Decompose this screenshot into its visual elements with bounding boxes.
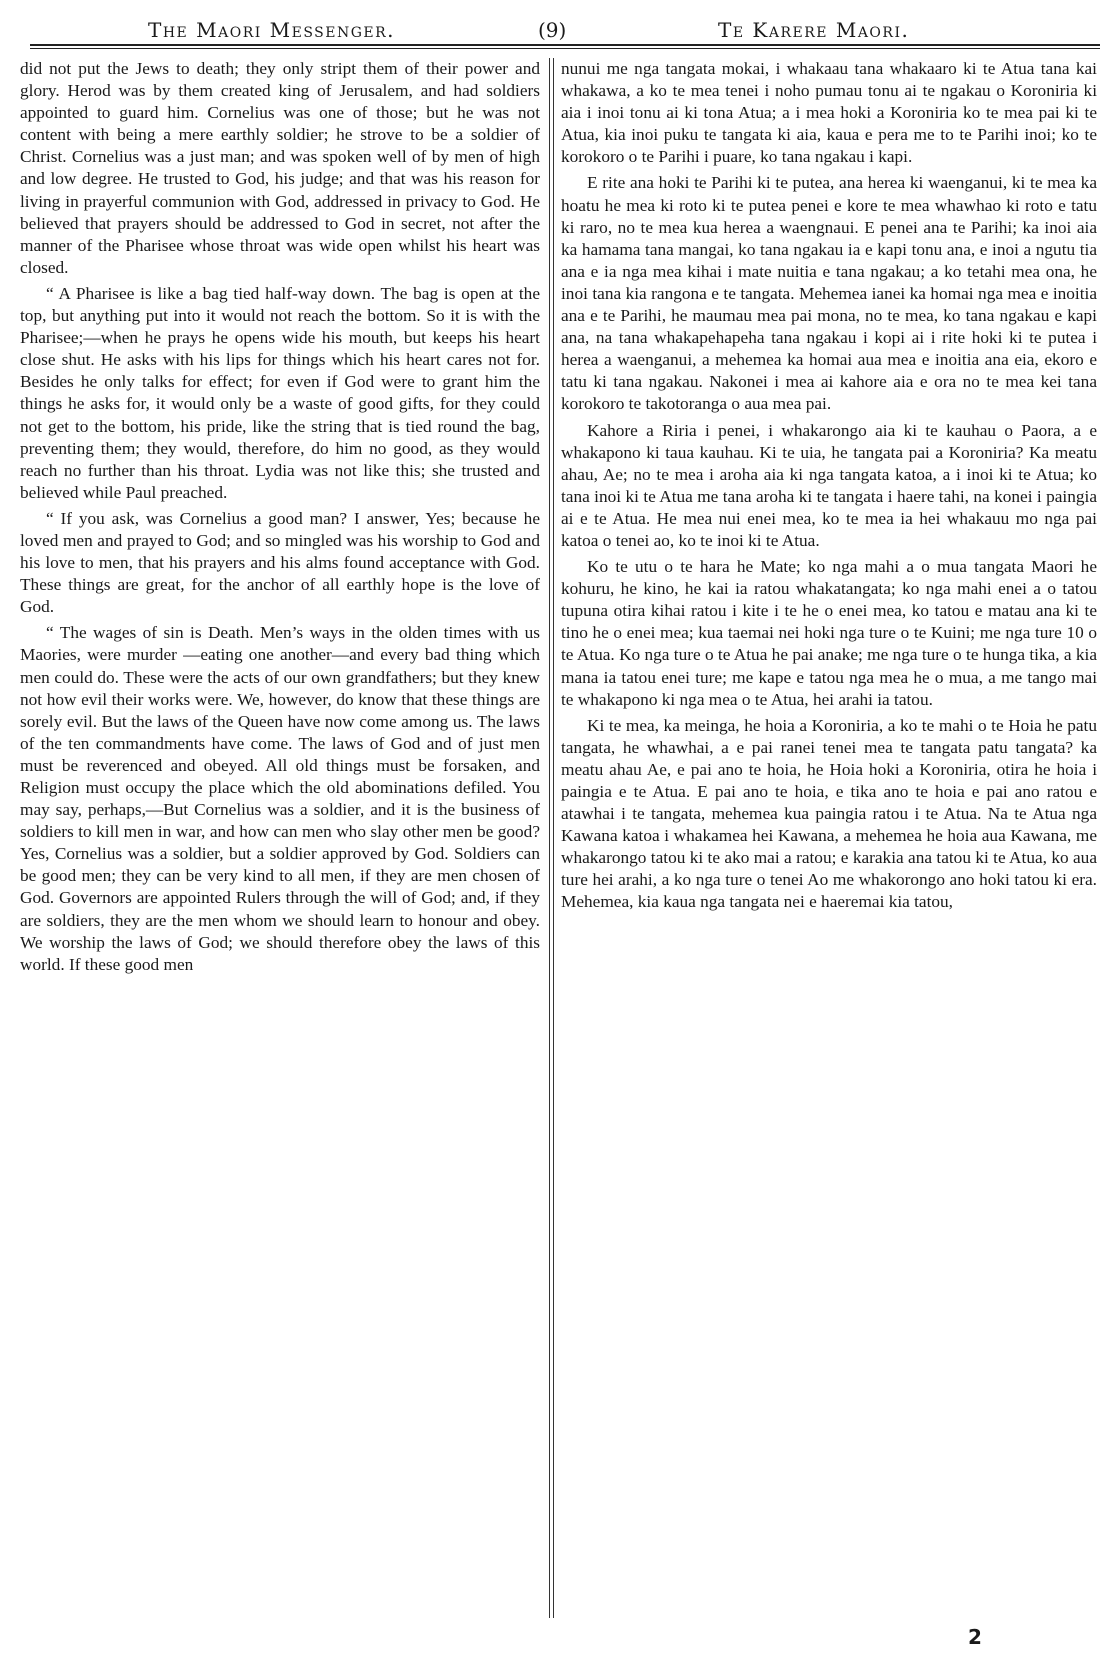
maori-paragraph-3: Kahore a Riria i penei, i whakarongo aia ki te kauhau o Paora, a e whakapono ki taua kauhau. Ki te uia, he tangata pai a Koroniria? Ka meatu ahau, Ae; no te mea i aroha aia ki nga tangata katoa, a i inoi ki te Atua; ko tana inoi ki te Atua me tana aroha ki te tangata i haere tahi, na konei i paingia ai e te Atua. He mea nui enei mea, ko te mea ia hei whakauu mo nga pai katoa o tenei ao, ko te inoi ki te Atua. (561, 420, 1097, 550)
maori-masthead: Te Karere Maori. (718, 18, 910, 42)
english-paragraph-4: “ The wages of sin is Death. Men’s ways in the olden times with us Maories, were murder —eating one another—and every bad thing which men could do. These were the acts of our own grandfathers; but they knew not how evil their works were. We, however, do know that these things are sorely evil. But the laws of the Queen have now come among us. The laws of the ten commandments have come. The laws of God and of just men must be reverenced and obeyed. All old things must be forsaken, and Religion must occupy the place which the old abominations defiled. You may say, perhaps,—But Cornelius was a soldier, and it is the business of soldiers to kill men in war, and how can men who slay other men be good? Yes, Cornelius was a soldier, but a soldier approved by God. Soldiers can be good men; they can be very kind to all men, if they are men chosen of God. Governors are appointed Rulers through the will of God; and, if they are soldiers, they are the men whom we should learn to honour and obey. We worship the laws of God; we should therefore obey the laws of this world. If these good men (20, 623, 540, 974)
column-divider-right (553, 58, 554, 1618)
english-column (20, 58, 540, 1618)
header-rule-thick (30, 44, 1100, 46)
maori-paragraph-1: nunui me nga tangata mokai, i whakaau tana whakaaro ki te Atua tana kai whakawa, a ko te mea tenei i noho pumau tonu ai te ngakau o Koroniria ki aia i inoi tonu ai ki tona Atua; a i mea hoki a Koroniria ko te mea pai ki te Atua, kia inoi puku te tangata ki aia, kaua e pera me to te Parihi inoi; ko te korokoro o te Parihi i puare, ko tana ngakau i kapi. (561, 59, 1097, 167)
header-rule-thin (30, 48, 1100, 49)
english-paragraph-2: “ A Pharisee is like a bag tied half-way down. The bag is open at the top, but anything put into it would not reach the bottom. So it is with the Pharisee;—when he prays he opens wide his mouth, but keeps his heart close shut. He asks with his lips for things which his heart cares not for. Besides he only talks for effect; for even if God were to grant him the things he asks for, it would only be a waste of good gifts, for they could not get to the bottom, his pride, like the string that is tied round the bag, preventing them; they would, therefore, do him no good, as they would reach no further than his throat. Lydia was not like this; she trusted and believed while Paul preached. (20, 283, 540, 502)
english-paragraph-3: “ If you ask, was Cornelius a good man? I answer, Yes; because he loved men and prayed to God; and so mingled was his worship to God and his love to men, that his prayers and his alms found acceptance with God. These things are great, for the anchor of all earthly hope is the love of God. (20, 508, 540, 617)
maori-column (561, 58, 1097, 1618)
maori-paragraph-4: Ko te utu o te hara he Mate; ko nga mahi a o mua tangata Maori he kohuru, he kino, he kai ia ratou whakatangata; ko nga mahi enei a o tatou tupuna otira kihai ratou i kite i te he o enei mea, ko tatou e matau ana ki te tino he o enei mea; kua taemai nei hoki nga ture o te Kuini; me nga ture 10 o te Atua. Ko nga ture o te Atua he pai anake; me nga ture o te hunga tika, a kia mana ia tatou enei ture; me kape e tatou nga mea he o mua, a me tango mai te whakapono ki nga mea o te Atua, hei arahi ia tatou. (561, 557, 1097, 709)
page-header (0, 0, 1114, 46)
column-divider-left (549, 58, 550, 1618)
page-number: (9) (538, 18, 567, 42)
signature-mark: 2 (968, 1625, 982, 1649)
english-masthead: The Maori Messenger. (148, 18, 396, 42)
english-paragraph-1: did not put the Jews to death; they only stript them of their power and glory. Herod was by them created king of Jerusalem, and had soldiers appointed to guard him. Cornelius was one of those; but he was not content with being a mere earthly soldier; he strove to be a soldier of Christ. Cornelius was a just man; and was spoken well of by men of high and low degree. He trusted to God, his judge; and that was his reason for living in prayerful communion with God, addressed in privacy to God. He believed that prayers should be addressed to God in secret, not after the manner of the Pharisee whose throat was wide open whilst his heart was closed. (20, 59, 540, 277)
maori-paragraph-5: Ki te mea, ka meinga, he hoia a Koroniria, a ko te mahi o te Hoia he patu tangata, he whawhai, a e pai ranei tenei mea te tangata patu tangata? ka meatu ahau Ae, e pai ano te hoia, he Hoia hoki a Koroniria, otira he hoia i paingia e te Atua. E pai ano te hoia, e tika ano te hoia e pai ano ratou e atawhai i te tangata, mehemea kua paingia ratou i te Atua. Na te Atua nga Kawana katoa i whakamea hei Kawana, a mehemea he hoia aua Kawana, me whakarongo tatou ki te ako mai a ratou; e karakia ana tatou ki te Atua, ko aua ture hei arahi, a ko nga ture o tenei Ao me whakorongo ano hoki tatou ki era. Mehemea, kia kaua nga tangata nei e haeremai kia tatou, (561, 715, 1097, 912)
maori-paragraph-2: E rite ana hoki te Parihi ki te putea, ana herea ki waenganui, ki te mea ka hoatu he mea ki roto ki te putea penei e kore te mea whawhao ki roto e tatu ki raro, no te mea kua herea a waengnaui. E penei ana te Parihi; ka inoi aia ka hamama tana mangai, ko tana ngakau ia e kapi tonu ana, e inoi a ngutu tia ana e ia nga mea kihai i mate nuitia e tana ngakau; a ko tetahi mea ona, he inoi tana kia rangona e te tangata. Mehemea ianei ka homai nga mea e inoitia ana e te Parihi, he maumau mea pai mona, no te mea, ko tana ngakau e kapi ana, na tana whakapehapeha tana ngakau i kopi ai i rite hoki ki te putea i herea a waenganui, a mehemea ka homai aua mea e inoitia ana eia, ekoro e tatu ki tana ngakau. Nakonei i mea ai kahore aia e ora no te mea kei tana korokoro te takotoranga o aua mea pai. (561, 173, 1097, 414)
